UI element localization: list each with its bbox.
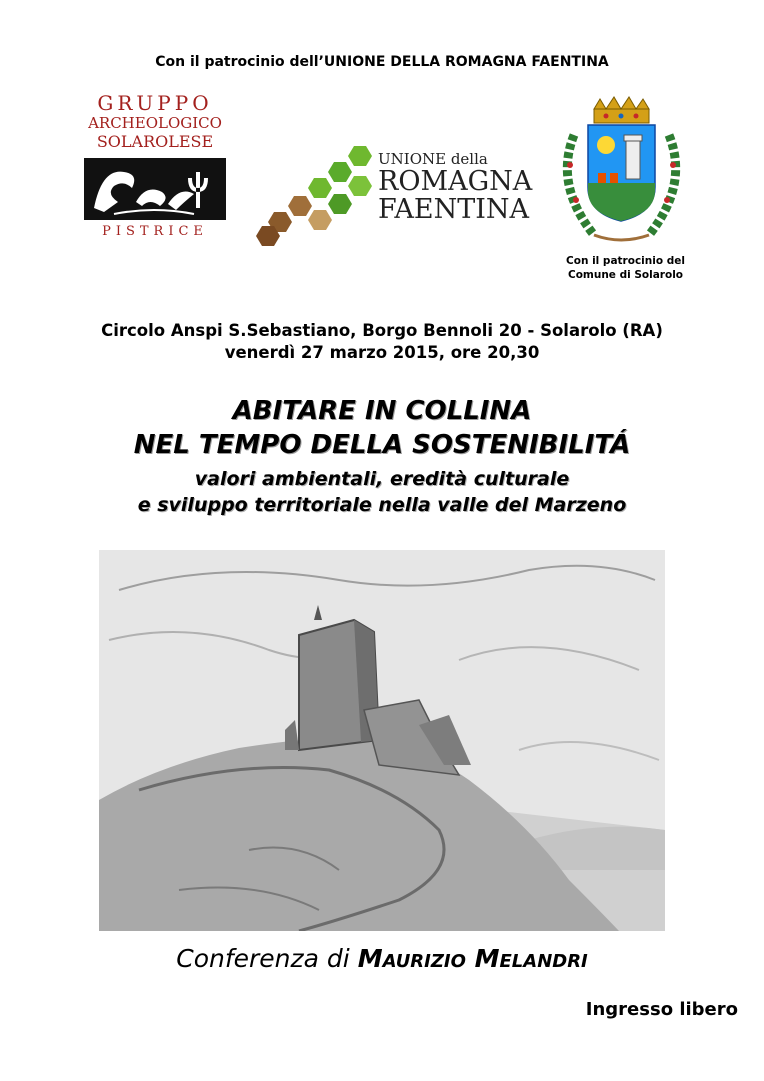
- patronage-line: Con il patrocinio dell’UNIONE DELLA ROMAGNA FAENTINA: [155, 54, 609, 70]
- event-subtitle: [0, 466, 764, 518]
- speaker-prefix: Conferenza di: [176, 944, 350, 973]
- unione-big-text-1: ROMAGNA: [378, 166, 533, 197]
- unione-big-text-2: FAENTINA: [378, 194, 530, 225]
- unione-hexagon-logo-icon: [256, 142, 386, 252]
- event-subtitle-line1: valori ambientali, eredità culturale: [194, 468, 570, 490]
- event-title-line2: NEL TEMPO DELLA SOSTENIBILITÁ: [133, 430, 631, 460]
- speaker-line: [0, 944, 764, 973]
- gruppo-logo-line2: ARCHEOLOGICO: [88, 114, 222, 132]
- comune-caption-line2: Comune di Solarolo: [567, 269, 684, 281]
- event-venue-block: [0, 320, 764, 364]
- gruppo-archeologico-logo: [80, 92, 230, 247]
- gruppo-logo-line1: GRUPPO: [97, 91, 213, 115]
- unione-small-text: UNIONE della: [378, 150, 488, 168]
- admission-note: Ingresso libero: [585, 999, 738, 1020]
- speaker-name: Maurizio Melandri: [357, 944, 588, 973]
- solarolo-crest-icon: [554, 95, 689, 250]
- event-venue: Circolo Anspi S.Sebastiano, Borgo Bennoli 20 - Solarolo (RA): [101, 321, 663, 340]
- event-subtitle-line2: e sviluppo territoriale nella valle del Marzeno: [137, 494, 627, 516]
- hill-tower-illustration: [99, 550, 665, 931]
- unione-wordmark: [378, 150, 548, 224]
- event-datetime: venerdì 27 marzo 2015, ore 20,30: [224, 343, 540, 362]
- event-title: [0, 394, 764, 462]
- gruppo-logo-line4: PISTRICE: [102, 224, 208, 239]
- event-title-line1: ABITARE IN COLLINA: [232, 396, 532, 426]
- comune-caption-line1: Con il patrocinio del: [566, 255, 685, 267]
- comune-patronage-caption: [548, 254, 703, 282]
- gruppo-logo-line3: SOLAROLESE: [96, 132, 214, 151]
- pistrice-emblem-icon: [84, 158, 226, 220]
